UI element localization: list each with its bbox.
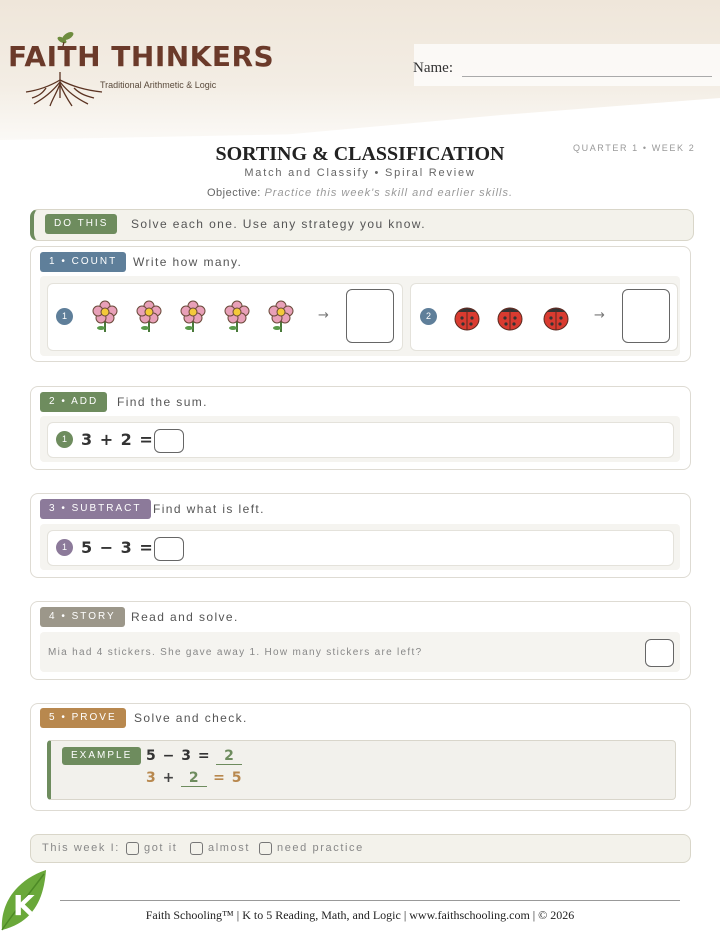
example-lhs: 5 − 3 = [146, 748, 211, 764]
checkbox-almost[interactable] [190, 842, 203, 855]
objective-text: Practice this week's skill and earlier skills. [264, 187, 514, 199]
page-title: SORTING & CLASSIFICATION [215, 143, 505, 165]
option-need-practice: need practice [277, 842, 364, 854]
add-equation: 3 + 2 = [81, 430, 154, 449]
flower-icon [93, 301, 117, 332]
footer-text: Faith Schooling™ | K to 5 Reading, Math, and Logic | www.faithschooling.com | © 2026 [145, 908, 575, 922]
checkbox-need-practice[interactable] [259, 842, 272, 855]
example-box [47, 740, 676, 800]
item-number-badge: 1 [56, 308, 73, 325]
add-pill: 2 • ADD [40, 392, 107, 412]
name-box [414, 44, 720, 86]
story-pill: 4 • STORY [40, 607, 125, 627]
flower-icon [225, 301, 249, 332]
flower-icon [137, 301, 161, 332]
arrow-icon: → [594, 308, 605, 323]
self-check-label: This week I: [42, 842, 120, 854]
ladybug-icon [455, 308, 479, 330]
add-answer-box[interactable] [154, 429, 184, 453]
checkbox-got-it[interactable] [126, 842, 139, 855]
count-pill: 1 • COUNT [40, 252, 126, 272]
brand-name: FAITH THINKERS [8, 40, 275, 73]
ladybug-icons [452, 304, 582, 332]
subtract-pill: 3 • SUBTRACT [40, 499, 151, 519]
name-input-line[interactable] [462, 76, 712, 77]
story-instruction: Read and solve. [131, 610, 239, 624]
example-answer: 2 [216, 748, 242, 765]
brand-tagline: Traditional Arithmetic & Logic [100, 80, 217, 90]
item-number-badge: 1 [56, 431, 73, 448]
example-pill: EXAMPLE [62, 747, 141, 765]
arrow-icon: → [318, 308, 329, 323]
check-b: 2 [181, 770, 207, 787]
check-rhs: = 5 [213, 770, 243, 786]
ladybug-icon [498, 308, 522, 330]
example-line-2 [146, 770, 242, 787]
svg-text:K: K [13, 889, 35, 922]
objective-label: Objective: [206, 187, 261, 199]
check-op: + [162, 770, 176, 786]
subtract-instruction: Find what is left. [153, 502, 265, 516]
option-got-it: got it [144, 842, 178, 854]
check-a: 3 [146, 770, 157, 786]
flower-icons [90, 298, 310, 334]
prove-instruction: Solve and check. [134, 711, 248, 725]
count-answer-box[interactable] [346, 289, 394, 343]
do-this-text: Solve each one. Use any strategy you know. [131, 217, 426, 231]
option-almost: almost [208, 842, 250, 854]
story-text: Mia had 4 stickers. She gave away 1. How many stickers are left? [48, 647, 423, 658]
subtract-answer-box[interactable] [154, 537, 184, 561]
prove-pill: 5 • PROVE [40, 708, 126, 728]
footer-divider [60, 900, 680, 901]
flower-icon [181, 301, 205, 332]
item-number-badge: 1 [56, 539, 73, 556]
objective [0, 187, 720, 199]
flower-icon [269, 301, 293, 332]
item-number-badge: 2 [420, 308, 437, 325]
quarter-week-label: QUARTER 1 • WEEK 2 [573, 143, 696, 153]
count-answer-box[interactable] [622, 289, 670, 343]
do-this-pill: DO THIS [45, 214, 117, 234]
name-label: Name: [413, 60, 453, 76]
story-answer-box[interactable] [645, 639, 674, 667]
count-instruction: Write how many. [133, 255, 243, 269]
subtract-equation: 5 − 3 = [81, 538, 154, 557]
example-line-1 [146, 748, 242, 765]
ladybug-icon [544, 308, 568, 330]
page-subtitle: Match and Classify • Spiral Review [244, 167, 476, 179]
add-instruction: Find the sum. [117, 395, 208, 409]
